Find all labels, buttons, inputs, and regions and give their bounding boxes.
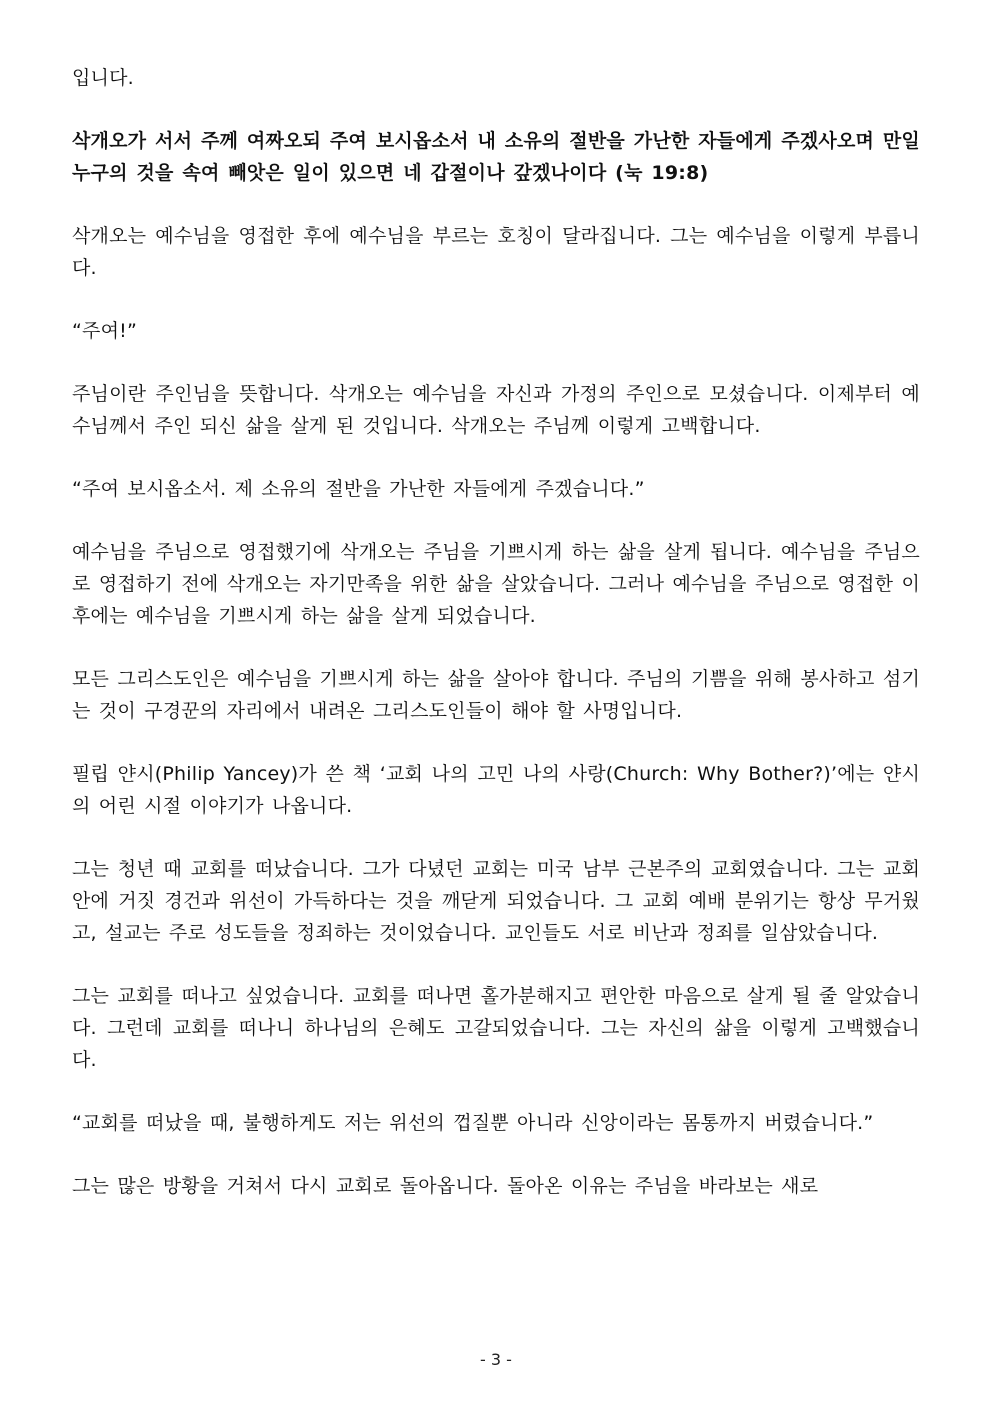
paragraph: 필립 얀시(Philip Yancey)가 쓴 책 ‘교회 나의 고민 나의 사랑(Church: Why Bother?)’에는 얀시의 어린 시절 이야기가 나옵니다. [72, 763, 920, 817]
paragraph: 예수님을 주님으로 영접했기에 삭개오는 주님을 기쁘시게 하는 삶을 살게 됩니다. 예수님을 주님으로 영접하기 전에 삭개오는 자기만족을 위한 삶을 살았습니다. 그러나 예수님을 주님으로 영접한 이후에는 예수님을 기쁘시게 하는 삶을 살게 되었습니다. [72, 541, 920, 627]
paragraph: 입니다. [72, 67, 134, 89]
paragraph: 그는 교회를 떠나고 싶었습니다. 교회를 떠나면 홀가분해지고 편안한 마음으로 살게 될 줄 알았습니다. 그런데 교회를 떠나니 하나님의 은혜도 고갈되었습니다. 그는 자신의 삶을 이렇게 고백했습니다. [72, 985, 920, 1071]
paragraph: 삭개오는 예수님을 영접한 후에 예수님을 부르는 호칭이 달라집니다. 그는 예수님을 이렇게 부릅니다. [72, 225, 920, 279]
scripture-quote: 삭개오가 서서 주께 여짜오되 주여 보시옵소서 내 소유의 절반을 가난한 자들에게 주겠사오며 만일 누구의 것을 속여 빼앗은 일이 있으면 네 갑절이나 갚겠나이다 (눅 19:8) [72, 130, 920, 184]
quote-paragraph: “주여!” [72, 320, 138, 342]
paragraph: 그는 청년 때 교회를 떠났습니다. 그가 다녔던 교회는 미국 남부 근본주의 교회였습니다. 그는 교회 안에 거짓 경건과 위선이 가득하다는 것을 깨닫게 되었습니다. 그 교회 예배 분위기는 항상 무거웠고, 설교는 주로 성도들을 정죄하는 것이었습니다. 교인들도 서로 비난과 정죄를 일삼았습니다. [72, 858, 920, 944]
quote-paragraph: “교회를 떠났을 때, 불행하게도 저는 위선의 껍질뿐 아니라 신앙이라는 몸통까지 버렸습니다.” [72, 1112, 874, 1134]
quote-paragraph: “주여 보시옵소서. 제 소유의 절반을 가난한 자들에게 주겠습니다.” [72, 478, 645, 500]
document-body [72, 62, 920, 1233]
paragraph: 모든 그리스도인은 예수님을 기쁘시게 하는 삶을 살아야 합니다. 주님의 기쁨을 위해 봉사하고 섬기는 것이 구경꾼의 자리에서 내려온 그리스도인들이 해야 할 사명입니다. [72, 668, 920, 722]
page-number: - 3 - [480, 1350, 512, 1369]
paragraph: 그는 많은 방황을 거쳐서 다시 교회로 돌아옵니다. 돌아온 이유는 주님을 바라보는 새로 [72, 1175, 819, 1197]
paragraph: 주님이란 주인님을 뜻합니다. 삭개오는 예수님을 자신과 가정의 주인으로 모셨습니다. 이제부터 예수님께서 주인 되신 삶을 살게 된 것입니다. 삭개오는 주님께 이렇게 고백합니다. [72, 383, 920, 437]
